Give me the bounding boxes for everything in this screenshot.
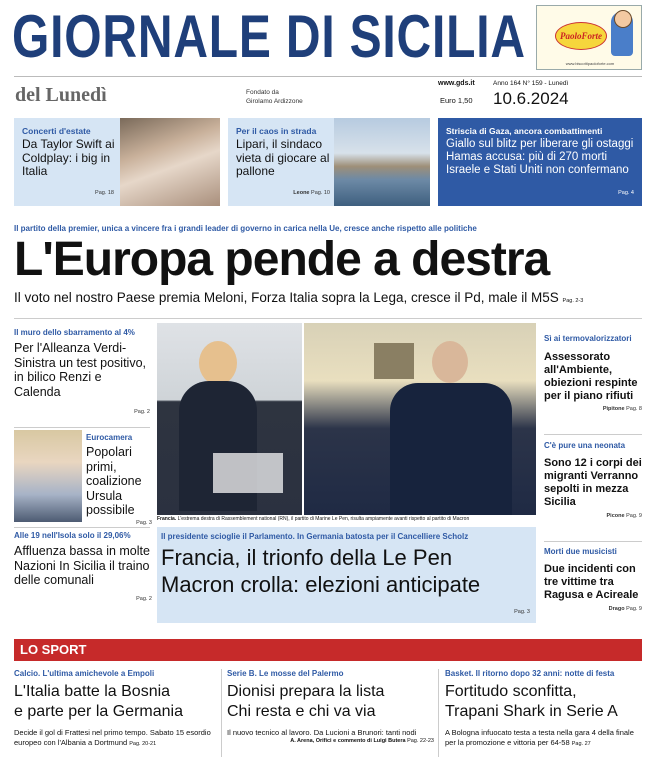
sport-article-football[interactable]	[14, 669, 219, 749]
founded-info: Fondato da Girolamo Ardizzone	[246, 89, 303, 105]
portrait-photo	[14, 430, 82, 522]
photo-macron	[304, 323, 536, 515]
teaser-title: Da Taylor Swift ai Coldplay: i big in Italia	[22, 137, 115, 178]
article-title-line1: L'Italia batte la Bosnia	[14, 683, 171, 700]
column-divider	[438, 669, 439, 757]
mascot-icon	[611, 12, 633, 56]
right-article-waste[interactable]	[544, 334, 642, 412]
ad-url: www.biscottipaoloforte.com	[565, 61, 615, 66]
lead-subhead: Il voto nel nostro Paese premia Meloni, Forza Italia sopra la Lega, cresce il Pd, male il M5S Pag. 2-3	[14, 290, 584, 305]
article-summary: A Bologna infuocato testa a testa nella gara 4 della finale per la promozione e vittoria per 64-58 Pag. 27	[445, 728, 634, 747]
article-title-line2: e parte per la Germania	[14, 703, 183, 720]
article-title-line2: Trapani Shark in Serie A	[445, 703, 618, 720]
article-summary: Il nuovo tecnico al lavoro. Da Lucioni a Brunori: tanti nodi	[227, 728, 417, 737]
masthead-divider	[14, 76, 642, 77]
column-divider	[544, 434, 642, 435]
teaser-concerts[interactable]	[14, 118, 120, 206]
article-title-line1: Francia, il trionfo della Le Pen	[161, 545, 453, 570]
article-credit: A. Arena, Orifici e commento di Luigi Butera Pag. 22-23	[290, 738, 434, 744]
article-title-line1: Fortitudo sconfitta,	[445, 683, 577, 700]
article-page: Pag. 3	[136, 519, 152, 526]
column-divider	[14, 527, 150, 528]
article-title: Assessorato all'Ambiente, obiezioni respinte per il piano rifiuti	[544, 351, 638, 402]
article-title-line2: Chi resta e chi va via	[227, 703, 376, 720]
masthead-title: GIORNALE DI SICILIA	[12, 3, 526, 70]
teaser-title: Giallo sul blitz per liberare gli ostaggi Hamas accusa: più di 270 morti Israele e Stati Uniti non confermano	[446, 138, 634, 176]
article-title: Per l'Alleanza Verdi-Sinistra un test positivo, in bilico Renzi e Calenda	[14, 341, 147, 399]
article-kicker: Serie B. Le mosse del Palermo	[227, 669, 344, 678]
article-page: Pag. 2	[134, 409, 150, 415]
left-article-threshold[interactable]	[14, 328, 150, 415]
article-kicker: Il muro dello sbarramento al 4%	[14, 328, 135, 337]
article-title-line2: Macron crolla: elezioni anticipate	[161, 572, 481, 597]
teaser-kicker: Concerti d'estate	[22, 126, 91, 136]
left-article-turnout[interactable]	[14, 531, 152, 602]
teaser-page: Leone Pag. 10	[293, 190, 330, 196]
teaser-kicker: Striscia di Gaza, ancora combattimenti	[446, 126, 603, 136]
sport-article-palermo[interactable]	[227, 669, 434, 744]
sport-section-bar	[14, 639, 642, 661]
column-divider	[221, 669, 222, 757]
right-article-migrants[interactable]	[544, 441, 642, 519]
article-title: Sono 12 i corpi dei migranti Verranno sepolti in mezza Sicilia	[544, 457, 642, 508]
article-page: Pag. 3	[514, 609, 530, 615]
column-divider	[14, 427, 150, 428]
sport-section-label[interactable]: LO SPORT	[20, 642, 87, 657]
article-title: Due incidenti con tre vittime tra Ragusa e Acireale	[544, 563, 639, 601]
brand-logo: PaoloForte	[555, 22, 607, 50]
teaser-kicker: Per il caos in strada	[236, 126, 317, 136]
sport-article-basket[interactable]	[445, 669, 643, 749]
article-title: Affluenza bassa in molte Nazioni In Sicilia il traino delle comunali	[14, 544, 150, 587]
lead-kicker: Il partito della premier, unica a vincere fra i grandi leader di governo in carica nella Ue, cresce anche rispetto alle politiche	[14, 224, 477, 233]
article-kicker: C'è pure una neonata	[544, 441, 626, 450]
article-page: Pipitone Pag. 8	[602, 406, 642, 412]
article-kicker: Calcio. L'ultima amichevole a Empoli	[14, 669, 155, 678]
article-kicker: Il presidente scioglie il Parlamento. In Germania batosta per il Cancelliere Scholz	[161, 532, 469, 541]
price: Euro 1,50	[440, 96, 473, 105]
teaser-title: Lipari, il sindaco vieta di giocare al pallone	[236, 137, 330, 178]
column-divider	[544, 541, 642, 542]
right-article-accidents[interactable]	[544, 547, 642, 612]
advertisement[interactable]	[536, 5, 642, 70]
article-kicker: Alle 19 nell'Isola solo il 29,06%	[14, 531, 131, 540]
issue-date: 10.6.2024	[493, 89, 569, 108]
article-kicker: Sì ai termovalorizzatori	[544, 334, 632, 343]
website-link[interactable]: www.gds.it	[438, 80, 475, 87]
teaser-photo-singer	[120, 118, 220, 206]
teaser-page: Pag. 4	[618, 190, 634, 196]
teaser-lipari[interactable]	[228, 118, 334, 206]
article-summary: Decide il gol di Frattesi nel primo tempo. Sabato 15 esordio europeo con l'Albania a Dortmund Pag. 20-21	[14, 728, 211, 747]
center-article-france[interactable]	[157, 527, 536, 623]
teaser-photo-harbor	[334, 118, 430, 206]
edition-label: del Lunedì	[15, 84, 107, 106]
article-title-line1: Dionisi prepara la lista	[227, 683, 385, 700]
article-kicker: Morti due musicisti	[544, 547, 617, 556]
article-page: Drago Pag. 9	[608, 606, 642, 612]
article-kicker: Basket. Il ritorno dopo 32 anni: notte di festa	[445, 669, 615, 678]
article-page: Pag. 2	[136, 595, 152, 602]
teaser-gaza[interactable]	[438, 118, 642, 206]
article-page: Picone Pag. 9	[606, 513, 642, 519]
teaser-page: Pag. 18	[95, 190, 114, 196]
article-kicker: Eurocamera	[86, 433, 133, 442]
left-article-eurocamera[interactable]	[86, 433, 152, 526]
photo-caption: Francia. L'estrema destra di Rassemblement national (RN), il partito di Marine Le Pen, risulta ampiamente avanti rispetto al partito di Macron	[157, 516, 470, 522]
section-divider	[14, 318, 642, 319]
article-title: Popolari primi, coalizione Ursula possibile	[86, 445, 142, 517]
lead-headline[interactable]: L'Europa pende a destra	[14, 233, 550, 286]
photo-le-pen	[157, 323, 302, 515]
issue-number: Anno 164 N° 159 - Lunedì	[493, 80, 569, 87]
